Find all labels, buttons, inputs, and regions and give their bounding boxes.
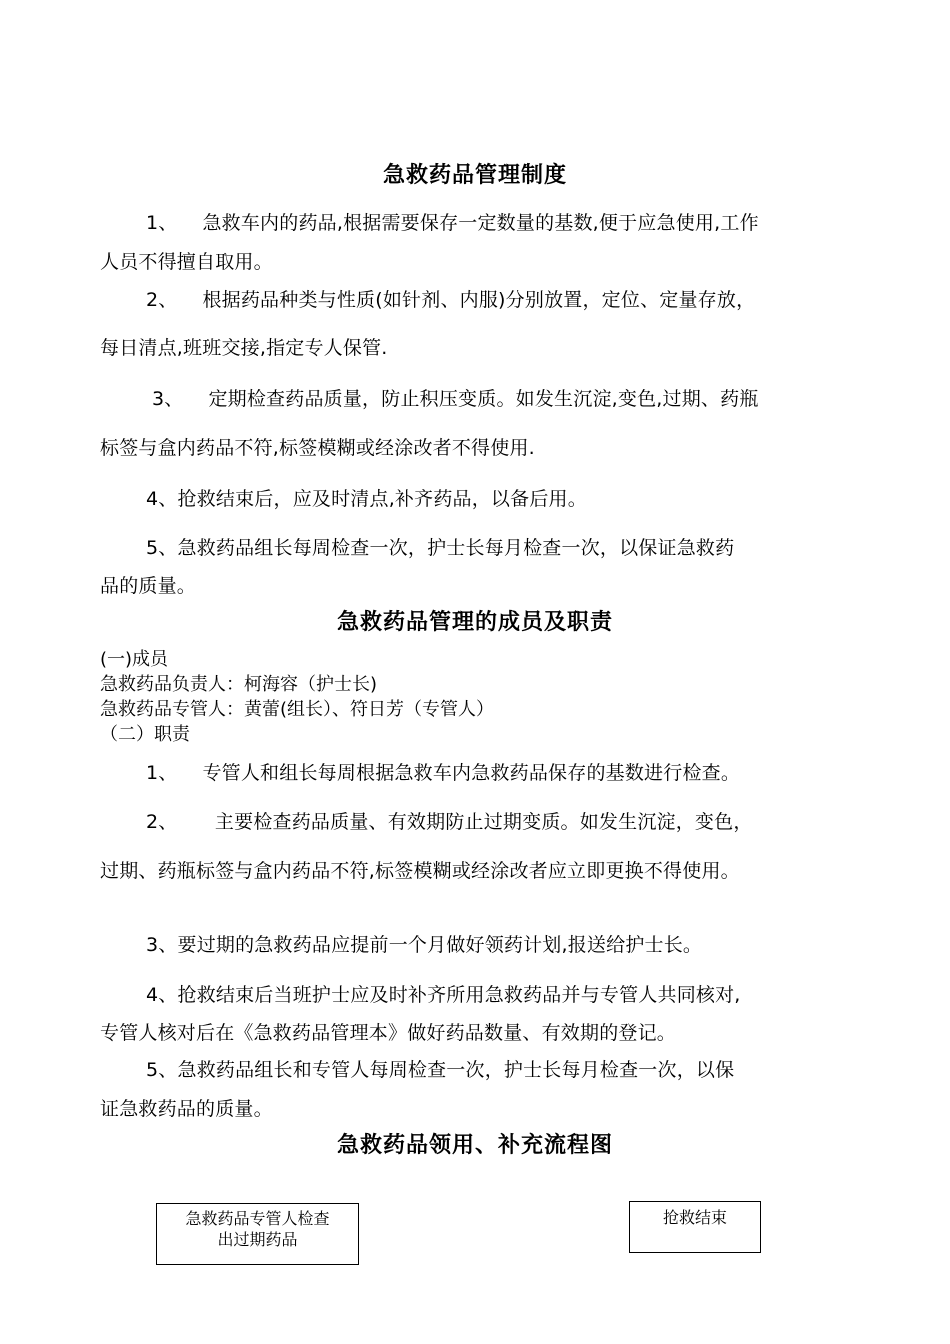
duty-5-line-1: 5、急救药品组长和专管人每周检查一次，护士长每月检查一次，以保 [146,1059,735,1081]
rule-5-line-1: 5、急救药品组长每周检查一次，护士长每月检查一次，以保证急救药 [146,537,735,559]
duty-3-line-1: 3、要过期的急救药品应提前一个月做好领药计划,报送给护士长。 [146,934,703,956]
rule-3-line-2: 标签与盒内药品不符,标签模糊或经涂改者不得使用. [100,437,535,459]
member-manager: 急救药品专管人：黄蕾(组长）、符日芳（专管人） [100,699,495,720]
duty-4-line-2: 专管人核对后在《急救药品管理本》做好药品数量、有效期的登记。 [100,1022,677,1044]
flowchart-box-rescue-end-label: 抢救结束 [662,1208,727,1227]
duty-5-line-2: 证急救药品的质量。 [100,1098,273,1120]
section-title-management-system: 急救药品管理制度 [382,163,567,188]
duty-4-line-1: 4、抢救结束后当班护士应及时补齐所用急救药品并与专管人共同核对, [146,984,741,1006]
section-title-members-duties: 急救药品管理的成员及职责 [336,610,613,635]
rule-3-line-1: 3、 定期检查药品质量，防止积压变质。如发生沉淀,变色,过期、药瓶 [152,388,759,410]
flowchart-box-rescue-end [629,1201,761,1253]
duty-2-line-1: 2、 主要检查药品质量、有效期防止过期变质。如发生沉淀，变色， [146,811,753,833]
rule-4-line-1: 4、抢救结束后，应及时清点,补齐药品，以备后用。 [146,488,587,510]
rule-5-line-2: 品的质量。 [100,575,197,597]
rule-1-line-1: 1、 急救车内的药品,根据需要保存一定数量的基数,便于应急使用,工作 [146,212,759,234]
rule-2-line-2: 每日清点,班班交接,指定专人保管. [100,337,388,359]
section-title-flowchart: 急救药品领用、补充流程图 [336,1133,613,1158]
duties-heading: （二）职责 [100,724,190,745]
members-heading: (一)成员 [100,649,169,670]
flowchart-box-check-expired [156,1203,359,1265]
rule-2-line-1: 2、 根据药品种类与性质(如针剂、内服)分别放置，定位、定量存放， [146,289,756,311]
flowchart-box-check-expired-line-1: 急救药品专管人检查 [185,1209,330,1228]
duty-1-line-1: 1、 专管人和组长每周根据急救车内急救药品保存的基数进行检查。 [146,762,741,784]
rule-1-line-2: 人员不得擅自取用。 [100,251,273,273]
flowchart-box-check-expired-line-2: 出过期药品 [217,1230,298,1249]
member-responsible: 急救药品负责人：柯海容（护士长) [100,674,378,695]
duty-2-line-2: 过期、药瓶标签与盒内药品不符,标签模糊或经涂改者应立即更换不得使用。 [100,860,740,882]
